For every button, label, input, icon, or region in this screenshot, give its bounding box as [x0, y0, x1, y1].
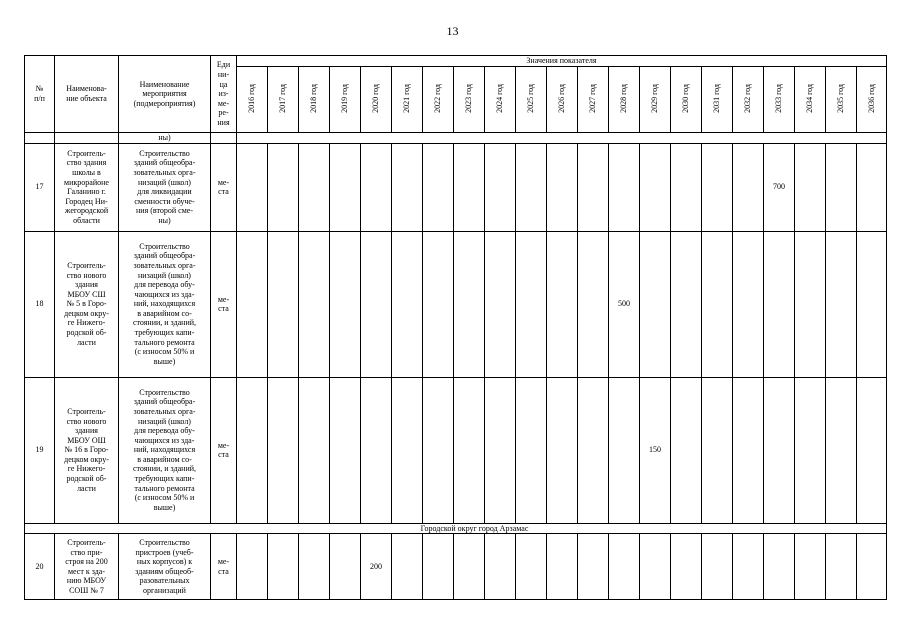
unit-cell: ме- ста: [211, 143, 237, 231]
empty-value-cell: [671, 377, 702, 523]
empty-value-cell: [857, 377, 887, 523]
empty-value-cell: [702, 377, 733, 523]
empty-value-cell: [237, 377, 268, 523]
year-header: [268, 67, 299, 133]
empty-value-cell: [299, 231, 330, 377]
year-label: 2019 год: [340, 83, 350, 113]
empty-value-cell: [361, 377, 392, 523]
year-header: [826, 67, 857, 133]
empty-value-cell: [609, 377, 640, 523]
empty-value-cell: [268, 231, 299, 377]
row-number: 19: [25, 377, 55, 523]
value-cell: 150: [640, 377, 671, 523]
empty-value-cell: [640, 534, 671, 600]
empty-value-cell: [361, 231, 392, 377]
empty-value-cell: [392, 377, 423, 523]
empty-value-cell: [423, 143, 454, 231]
empty-value-cell: [423, 231, 454, 377]
empty-value-cell: [237, 143, 268, 231]
empty-value-cell: [485, 143, 516, 231]
year-header: [547, 67, 578, 133]
empty-value-cell: [578, 231, 609, 377]
empty-value-cell: [423, 377, 454, 523]
unit-cell: ме- ста: [211, 534, 237, 600]
empty-value-cell: [733, 143, 764, 231]
empty-value-cell: [516, 534, 547, 600]
empty-value-cell: [671, 143, 702, 231]
page-number: 13: [446, 24, 459, 38]
empty-value-cell: [795, 534, 826, 600]
header-object-name: Наименова- ние объекта: [55, 56, 119, 133]
empty-value-cell: [609, 143, 640, 231]
empty-value-cell: [764, 534, 795, 600]
event-name: Строительство зданий общеобра- зовательных орга- низаций (школ) для ликвидации сменности обуче- ния (второй сме- ны): [119, 143, 211, 231]
year-label: 2031 год: [712, 83, 722, 113]
empty-value-cell: [516, 377, 547, 523]
empty-value-cell: [268, 534, 299, 600]
year-label: 2017 год: [278, 83, 288, 113]
empty-value-cell: [330, 534, 361, 600]
year-label: 2021 год: [402, 83, 412, 113]
table-row: [25, 231, 887, 377]
year-label: 2036 год: [866, 83, 876, 113]
empty-value-cell: [454, 534, 485, 600]
empty-value-cell: [795, 143, 826, 231]
year-header: [423, 67, 454, 133]
empty-value-cell: [330, 377, 361, 523]
table-row: [25, 534, 887, 600]
unit-cell: ме- ста: [211, 377, 237, 523]
event-name: Строительство зданий общеобра- зовательных орга- низаций (школ) для перевода обу- чающихся из зда- ний, находящихся в аварийном со- стоянии, и зданий, требующих капи- тального ремонта (с износом 50% и выше): [119, 231, 211, 377]
empty-value-cell: [423, 534, 454, 600]
empty-value-cell: [485, 534, 516, 600]
year-header: [454, 67, 485, 133]
empty-value-cell: [485, 377, 516, 523]
empty-value-cell: [454, 377, 485, 523]
empty-value-cell: [237, 231, 268, 377]
empty-value-cell: [454, 143, 485, 231]
row-number: 20: [25, 534, 55, 600]
indicators-table: [24, 55, 887, 600]
empty-value-cell: [547, 534, 578, 600]
empty-value-cell: [640, 143, 671, 231]
empty-value-cell: [640, 231, 671, 377]
year-header: [764, 67, 795, 133]
year-header: [702, 67, 733, 133]
empty-value-cell: [857, 534, 887, 600]
value-cell: 200: [361, 534, 392, 600]
year-label: 2034 год: [805, 83, 815, 113]
empty-value-cell: [795, 231, 826, 377]
year-header: [237, 67, 268, 133]
year-label: 2029 год: [650, 83, 660, 113]
empty-value-cell: [299, 534, 330, 600]
header-event-name: Наименование мероприятия (подмероприятия): [119, 56, 211, 133]
empty-value-cell: [237, 534, 268, 600]
empty-value-cell: [268, 143, 299, 231]
empty-value-cell: [826, 377, 857, 523]
year-label: 2032 год: [743, 83, 753, 113]
empty-value-cell: [733, 231, 764, 377]
event-name: Строительство пристроев (учеб- ных корпусов) к зданиям общеоб- разовательных организаций: [119, 534, 211, 600]
empty-value-cell: [764, 231, 795, 377]
year-header: [857, 67, 887, 133]
empty-value-cell: [578, 534, 609, 600]
year-header: [516, 67, 547, 133]
header-unit: Еди ни- ца из- ме- ре- ния: [211, 56, 237, 133]
year-label: 2016 год: [247, 83, 257, 113]
table-row: [25, 377, 887, 523]
row-number: 18: [25, 231, 55, 377]
row-number: 17: [25, 143, 55, 231]
empty-value-cell: [671, 534, 702, 600]
empty-value-cell: [547, 377, 578, 523]
empty-value-cell: [826, 143, 857, 231]
year-label: 2035 год: [836, 83, 846, 113]
empty-value-cell: [330, 231, 361, 377]
empty-value-cell: [857, 231, 887, 377]
value-cell: 500: [609, 231, 640, 377]
empty-value-cell: [702, 231, 733, 377]
year-header: [640, 67, 671, 133]
empty-value-cell: [330, 143, 361, 231]
empty-value-cell: [826, 231, 857, 377]
header-number: № п/п: [25, 56, 55, 133]
empty-value-cell: [702, 143, 733, 231]
year-label: 2033 год: [774, 83, 784, 113]
value-cell: 700: [764, 143, 795, 231]
empty-value-cell: [733, 534, 764, 600]
year-label: 2024 год: [495, 83, 505, 113]
year-header: [392, 67, 423, 133]
empty-value-cell: [826, 534, 857, 600]
object-name: Строитель- ство при- строя на 200 мест к зда- нию МБОУ СОШ № 7: [55, 534, 119, 600]
empty-value-cell: [392, 143, 423, 231]
year-header: [733, 67, 764, 133]
object-name: Строитель- ство нового здания МБОУ СШ № 5 в Горо- децком окру- ге Нижего- родской об- ласти: [55, 231, 119, 377]
empty-value-cell: [361, 143, 392, 231]
empty-value-cell: [299, 143, 330, 231]
empty-value-cell: [392, 231, 423, 377]
continuation-text: ны): [119, 133, 211, 144]
empty-value-cell: [485, 231, 516, 377]
empty-value-cell: [516, 231, 547, 377]
empty-value-cell: [764, 377, 795, 523]
year-label: 2028 год: [619, 83, 629, 113]
year-label: 2030 год: [681, 83, 691, 113]
section-row: [25, 523, 887, 534]
empty-value-cell: [547, 231, 578, 377]
empty-value-cell: [671, 231, 702, 377]
object-name: Строитель- ство нового здания МБОУ ОШ № 16 в Горо- децком окру- ге Нижего- родской об- ласти: [55, 377, 119, 523]
year-label: 2018 год: [309, 83, 319, 113]
year-header: [671, 67, 702, 133]
section-title: Городской округ город Арзамас: [25, 523, 887, 534]
empty-value-cell: [857, 143, 887, 231]
year-header: [485, 67, 516, 133]
empty-value-cell: [795, 377, 826, 523]
empty-value-cell: [733, 377, 764, 523]
year-label: 2027 год: [588, 83, 598, 113]
empty-value-cell: [547, 143, 578, 231]
table-row: [25, 143, 887, 231]
empty-value-cell: [516, 143, 547, 231]
year-header: [361, 67, 392, 133]
empty-value-cell: [299, 377, 330, 523]
empty-value-cell: [578, 143, 609, 231]
year-label: 2026 год: [557, 83, 567, 113]
unit-cell: ме- ста: [211, 231, 237, 377]
year-label: 2020 год: [371, 83, 381, 113]
header-values-caption: Значения показателя: [237, 56, 887, 67]
year-header: [795, 67, 826, 133]
year-header: [299, 67, 330, 133]
empty-value-cell: [609, 534, 640, 600]
year-label: 2025 год: [526, 83, 536, 113]
year-label: 2022 год: [433, 83, 443, 113]
object-name: Строитель- ство здания школы в микрорайоне Галанино г. Городец Ни- жегородской области: [55, 143, 119, 231]
year-header: [609, 67, 640, 133]
empty-value-cell: [454, 231, 485, 377]
event-name: Строительство зданий общеобра- зовательных орга- низаций (школ) для перевода обу- чающихся из зда- ний, находящихся в аварийном со- стоянии, и зданий, требующих капи- тального ремонта (с износом 50% и выше): [119, 377, 211, 523]
year-header: [330, 67, 361, 133]
year-label: 2023 год: [464, 83, 474, 113]
continuation-row: [25, 133, 887, 144]
empty-value-cell: [268, 377, 299, 523]
empty-value-cell: [392, 534, 423, 600]
year-header: [578, 67, 609, 133]
empty-value-cell: [702, 534, 733, 600]
empty-value-cell: [578, 377, 609, 523]
